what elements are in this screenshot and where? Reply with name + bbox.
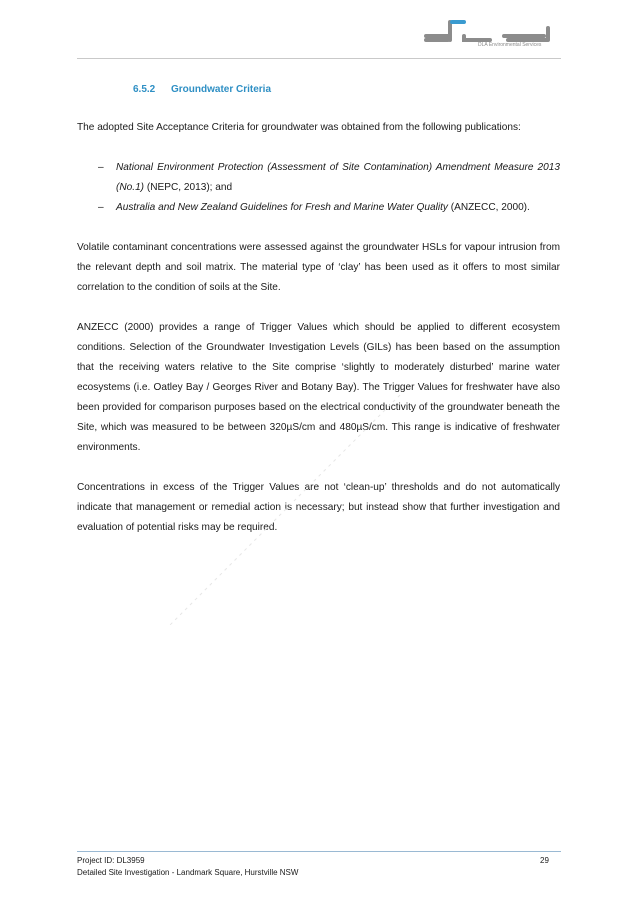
intro-paragraph: The adopted Site Acceptance Criteria for groundwater was obtained from the following publications:: [77, 122, 521, 133]
header-divider: [77, 58, 561, 59]
footer-divider: [77, 851, 561, 852]
dash-bullet-icon: –: [98, 202, 104, 213]
section-title: Groundwater Criteria: [171, 84, 272, 95]
publication-ref: (ANZECC, 2000).: [447, 202, 530, 213]
page-number: 29: [540, 856, 549, 865]
list-item: [77, 158, 560, 198]
logo-tagline: DLA Environmental Services: [478, 42, 542, 48]
publication-title: National Environment Protection (Assessment of Site Contamination) Amendment Measure 2013 (No.1): [116, 162, 560, 193]
dash-bullet-icon: –: [98, 162, 104, 173]
vapour-paragraph: Volatile contaminant concentrations were assessed against the groundwater HSLs for vapour intrusion from the relevant depth and soil matrix. The material type of ‘clay’ has been used as it offers to most similar correlation to the condition of soils at the Site.: [77, 242, 560, 293]
report-title: Detailed Site Investigation - Landmark Square, Hurstville NSW: [77, 868, 299, 877]
trigger-values-paragraph: Concentrations in excess of the Trigger Values are not ‘clean-up’ thresholds and do not automatically indicate that management or remedial action is necessary; but instead show that further investigation and evaluation of potential risks may be required.: [77, 482, 560, 533]
footer: [77, 855, 298, 879]
project-id: Project ID: DL3959: [77, 856, 145, 865]
publication-list: [77, 158, 560, 218]
publication-title: Australia and New Zealand Guidelines for Fresh and Marine Water Quality: [116, 202, 448, 213]
section-number: 6.5.2: [133, 84, 156, 95]
company-logo: [424, 18, 562, 56]
body-content: [77, 118, 560, 538]
section-heading: [133, 84, 271, 95]
anzecc-paragraph: ANZECC (2000) provides a range of Trigger Values which should be applied to different ecosystem conditions. Selection of the Groundwater Investigation Levels (GILs) has been based on the assumption that the receiving waters relative to the Site comprise ‘slightly to moderately disturbed’ marine water ecosystems (i.e. Oatley Bay / Georges River and Botany Bay). The Trigger Values for freshwater have also been provided for comparison purposes based on the electrical conductivity of the groundwater beneath the Site, which was measured to be between 320µS/cm and 480µS/cm. This range is indicative of freshwater environments.: [77, 322, 560, 453]
list-item: [77, 198, 560, 218]
publication-ref: (NEPC, 2013); and: [144, 182, 233, 193]
